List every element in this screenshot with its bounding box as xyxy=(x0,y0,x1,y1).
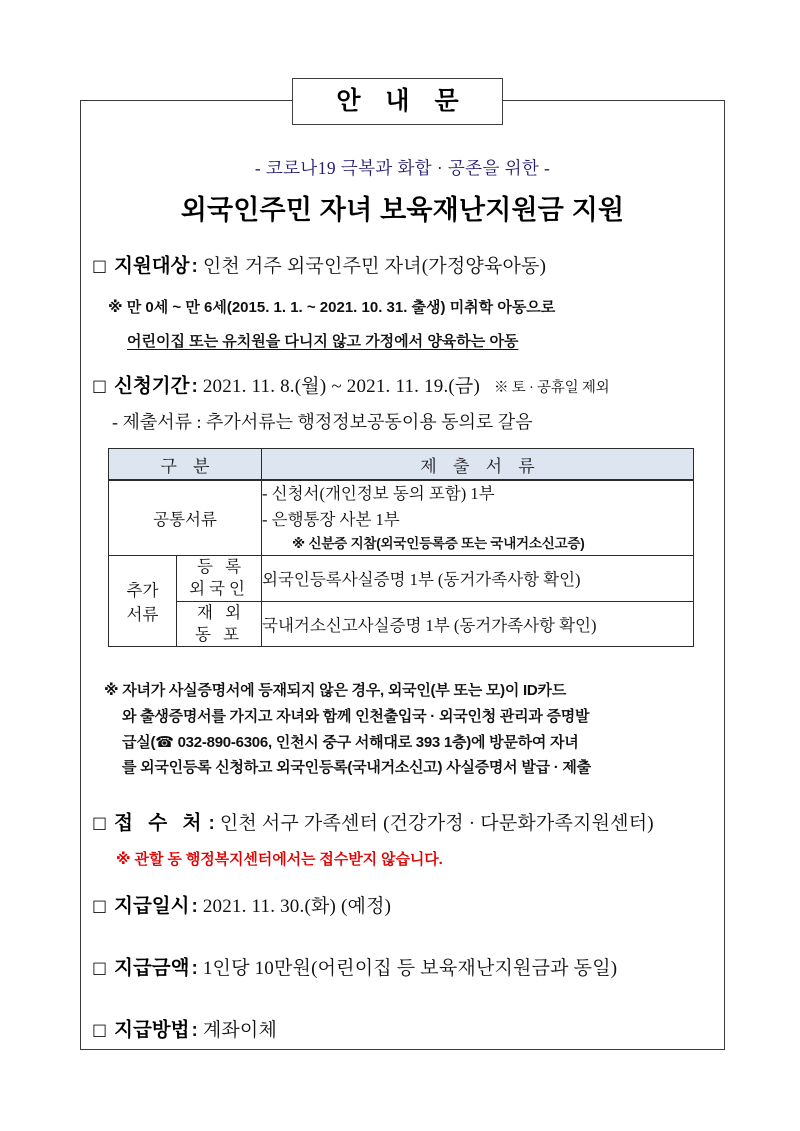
table-header-row xyxy=(109,449,694,481)
section-payment-date xyxy=(92,895,391,918)
section-reception xyxy=(92,812,654,835)
section-payment-amount-value: 1인당 10만원(어린이집 등 보육재난지원금과 동일) xyxy=(202,958,618,979)
section-payment-method-value: 계좌이체 xyxy=(202,1020,278,1041)
page-title: 외국인주민 자녀 보육재난지원금 지원 xyxy=(180,195,625,225)
section-reception-value: 인천 서구 가족센터 (건강가정 · 다문화가족지원센터) xyxy=(219,813,654,834)
table-row xyxy=(109,480,694,556)
registered-sub-line-1: 등 록 xyxy=(197,557,246,577)
row-overseas-subcategory xyxy=(177,601,262,647)
section-payment-amount-label: 지급금액 xyxy=(114,957,190,979)
section-target xyxy=(92,255,546,278)
extra-category-line-1: 추가 xyxy=(126,581,159,601)
subtitle: - 코로나19 극복과 화합 · 공존을 위한 - xyxy=(254,158,551,178)
section-payment-amount xyxy=(92,957,617,980)
target-note-line-2 xyxy=(127,330,518,351)
section-payment-method xyxy=(92,1019,277,1042)
common-doc-item-2: - 은행통장 사본 1부 xyxy=(262,509,400,529)
notice-line-4: 를 외국인등록 신청하고 외국인등록(국내거소신고) 사실증명서 발급 · 제출 xyxy=(122,759,591,777)
common-doc-item-3: ※ 신분증 지참(외국인등록증 또는 국내거소신고증) xyxy=(292,536,585,552)
checkbox-marker-icon: □ xyxy=(92,376,108,395)
section-period-value: 2021. 11. 8.(월) ~ 2021. 11. 19.(금) xyxy=(202,376,480,397)
table-header-category: 구 분 xyxy=(109,449,262,481)
documents-table xyxy=(108,448,694,647)
row-extra-category xyxy=(109,556,177,647)
section-reception-label: 접 수 처 xyxy=(114,812,207,834)
notice-line-3: 급실(☎ 032-890-6306, 인천시 중구 서해대로 393 1층)에 방문하여 자녀 xyxy=(122,733,579,751)
section-payment-method-label: 지급방법 xyxy=(114,1019,190,1041)
reception-warning-text: ※ 관할 동 행정복지센터에서는 접수받지 않습니다. xyxy=(116,851,443,868)
checkbox-marker-icon: □ xyxy=(92,813,108,832)
section-payment-amount-colon: : xyxy=(191,958,198,979)
row-overseas-document: 국내거소신고사실증명 1부 (동거가족사항 확인) xyxy=(262,601,694,647)
row-common-documents xyxy=(262,480,694,556)
reception-warning-note xyxy=(116,848,443,869)
section-target-label: 지원대상 xyxy=(114,255,190,277)
section-target-colon: : xyxy=(191,256,198,277)
overseas-sub-line-1: 재 외 xyxy=(197,602,246,622)
registration-notice-paragraph xyxy=(104,678,714,781)
announcement-title-box xyxy=(292,78,503,125)
row-common-category: 공통서류 xyxy=(109,480,262,556)
section-period-colon: : xyxy=(191,376,198,397)
section-payment-date-value: 2021. 11. 30.(화) (예정) xyxy=(202,896,392,917)
target-note-line-1 xyxy=(108,296,555,317)
document-content xyxy=(80,100,725,1050)
section-payment-method-colon: : xyxy=(191,1020,198,1041)
section-payment-date-label: 지급일시 xyxy=(114,895,190,917)
target-note-text-1: ※ 만 0세 ~ 만 6세(2015. 1. 1. ~ 2021. 10. 31. 출생) 미취학 아동으로 xyxy=(108,299,556,316)
checkbox-marker-icon: □ xyxy=(92,896,108,915)
target-note-text-2: 어린이집 또는 유치원을 다니지 않고 가정에서 양육하는 아동 xyxy=(127,333,519,350)
checkbox-marker-icon: □ xyxy=(92,256,108,275)
extra-category-line-2: 서류 xyxy=(126,605,159,625)
table-row xyxy=(109,556,694,602)
section-payment-date-colon: : xyxy=(191,896,198,917)
checkbox-marker-icon: □ xyxy=(92,958,108,977)
section-period-exclusion-note: ※ 토 · 공휴일 제외 xyxy=(494,380,610,396)
section-reception-colon: : xyxy=(208,813,215,834)
table-row xyxy=(109,601,694,647)
table-header-documents: 제 출 서 류 xyxy=(262,449,694,481)
section-target-value: 인천 거주 외국인주민 자녀(가정양육아동) xyxy=(202,256,547,277)
announcement-title-text: 안 내 문 xyxy=(336,87,468,115)
overseas-sub-line-2: 동 포 xyxy=(195,624,244,644)
section-period xyxy=(92,375,609,398)
section-period-label: 신청기간 xyxy=(114,375,190,397)
checkbox-marker-icon: □ xyxy=(92,1020,108,1039)
registered-sub-line-2: 외국인 xyxy=(189,579,249,599)
notice-line-1: ※ 자녀가 사실증명서에 등재되지 않은 경우, 외국인(부 또는 모)이 ID카드 xyxy=(104,682,566,699)
period-submit-line xyxy=(112,408,533,434)
period-submit-text: - 제출서류 : 추가서류는 행정정보공동이용 동의로 갈음 xyxy=(112,412,533,432)
notice-line-2: 와 출생증명서를 가지고 자녀와 함께 인천출입국 · 외국인청 관리과 증명발 xyxy=(122,707,590,725)
row-registered-subcategory xyxy=(177,556,262,602)
common-doc-item-1: - 신청서(개인정보 동의 포함) 1부 xyxy=(262,484,495,503)
row-registered-document: 외국인등록사실증명 1부 (동거가족사항 확인) xyxy=(262,556,694,602)
